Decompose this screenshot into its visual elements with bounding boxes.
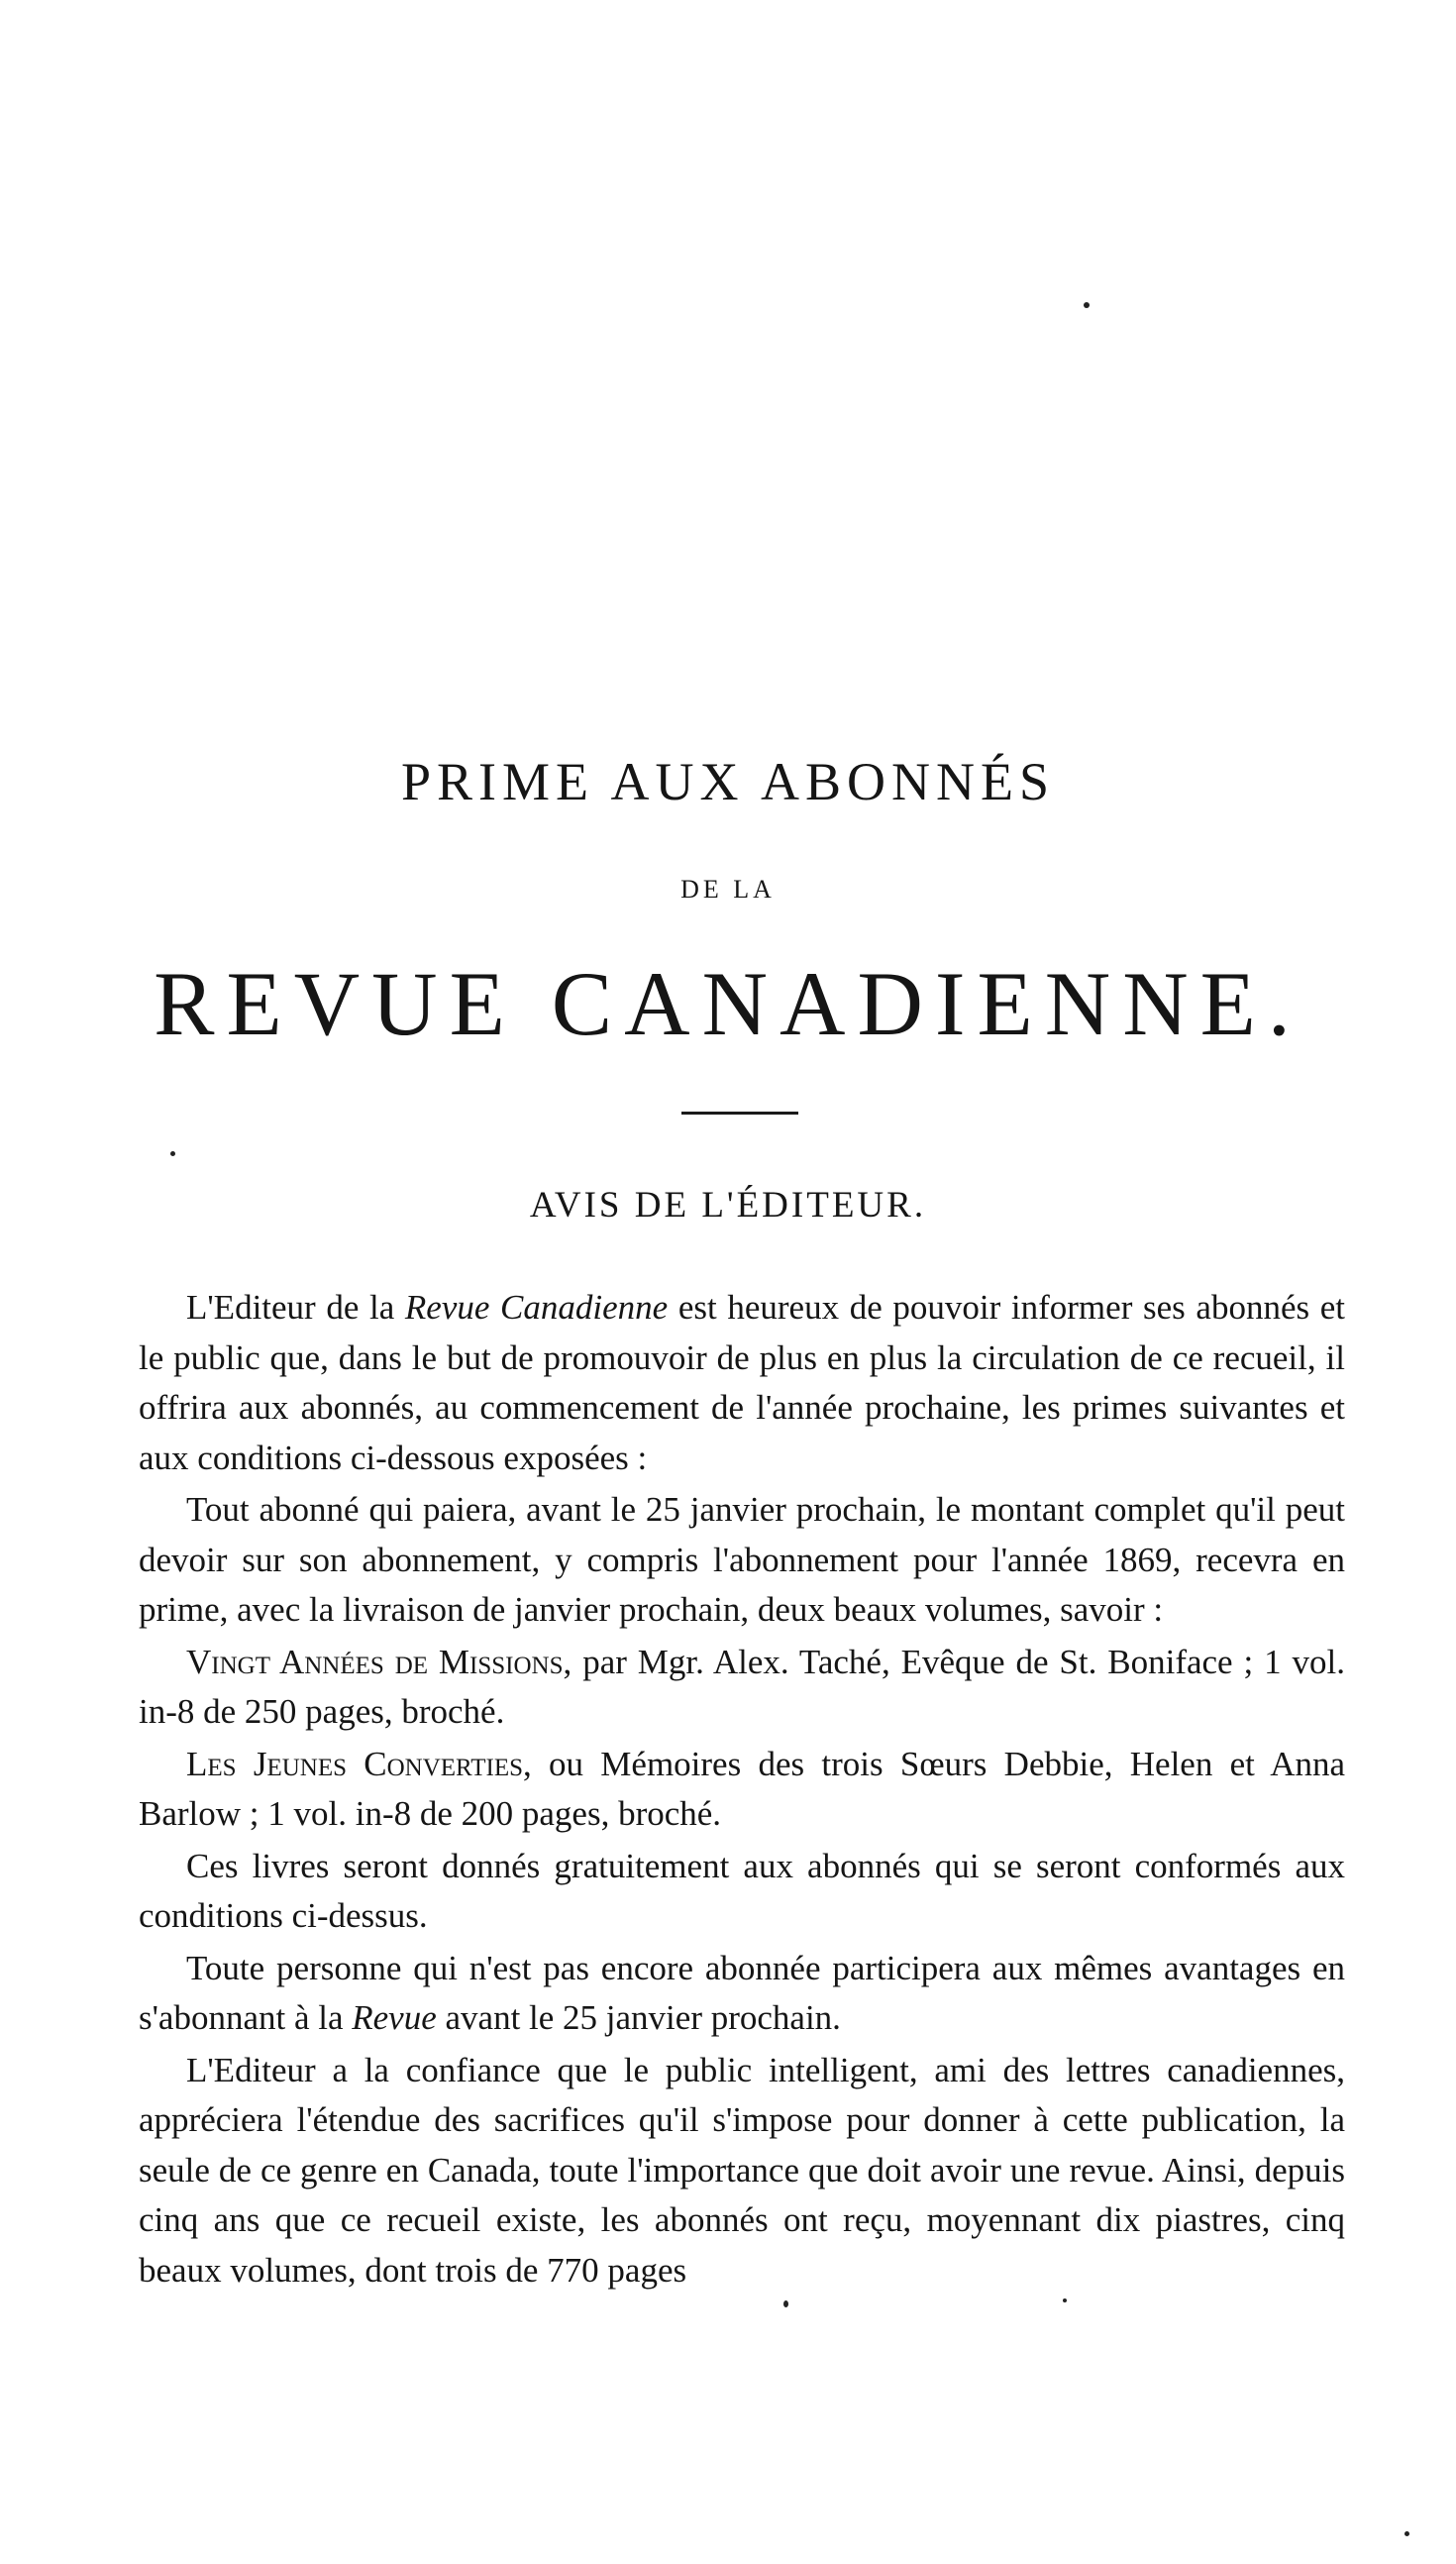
book-title: Vingt Années de Missions (186, 1642, 564, 1681)
text-run: , ou Mémoires des trois Sœurs Debbie, Helen et Anna Barlow ; 1 vol. in-8 de 200 pages, broché. (139, 1744, 1346, 1833)
book-title: Les Jeunes Converties (186, 1744, 523, 1783)
paragraph-free-books: Ces livres seront donnés gratuitement aux abonnés qui se seront conformés aux conditions ci-dessus. (139, 1846, 1345, 1935)
paragraph-conditions: Tout abonné qui paiera, avant le 25 janvier prochain, le montant complet qu'il peut devoir sur son abonnement, y compris l'abonnement pour l'année 1869, recevra en prime, avec la livraison de janvier prochain, deux beaux volumes, savoir : (139, 1490, 1345, 1629)
text-run: Toute personne qui n'est pas encore abonnée participera aux mêmes avantages en s'abonnant à la (139, 1948, 1345, 2037)
paragraph-intro (139, 1283, 1345, 1483)
text-run: est heureux de pouvoir informer ses abonnés et le public que, dans le but de promouvoir de plus en plus la circulation de ce recueil, il offrira aux abonnés, au commencement de l'année prochaine, les primes suivantes et aux conditions ci-dessous exposées : (139, 1288, 1345, 1477)
ink-speck (1063, 2298, 1067, 2302)
ink-speck (783, 2300, 788, 2307)
paragraph-new-subscribers (139, 1944, 1345, 2044)
notice-body (139, 1283, 1345, 2297)
header-connector: DE LA (680, 875, 776, 904)
text-run: avant le 25 janvier prochain. (436, 1998, 841, 2037)
journal-title: REVUE CANADIENNE. (154, 953, 1302, 1054)
ink-speck (170, 1151, 175, 1156)
header-title: PRIME AUX ABONNÉS (400, 752, 1056, 811)
ink-speck (1084, 302, 1090, 308)
text-run: L'Editeur de la (186, 1288, 405, 1327)
publication-name: Revue (352, 1998, 437, 2037)
ink-speck (1404, 2531, 1409, 2536)
paragraph-editor-confidence: L'Editeur a la confiance que le public intelligent, ami des lettres canadiennes, appréciera l'étendue des sacrifices qu'il s'impose pour donner à cette publication, la seule de ce genre en Canada, toute l'importance que doit avoir une revue. Ainsi, depuis cinq ans que ce recueil existe, les abonnés ont reçu, moyennant dix piastres, cinq beaux volumes, dont trois de 770 pages (139, 2050, 1345, 2290)
text-run: , par Mgr. Alex. Taché, Evêque de St. Boniface ; 1 vol. in-8 de 250 pages, broché. (139, 1642, 1346, 1731)
section-heading: AVIS DE L'ÉDITEUR. (529, 1185, 927, 1226)
paragraph-book-2 (139, 1740, 1345, 1840)
publication-name: Revue Canadienne (404, 1288, 669, 1327)
divider-rule (681, 1112, 798, 1115)
paragraph-book-1 (139, 1638, 1345, 1738)
